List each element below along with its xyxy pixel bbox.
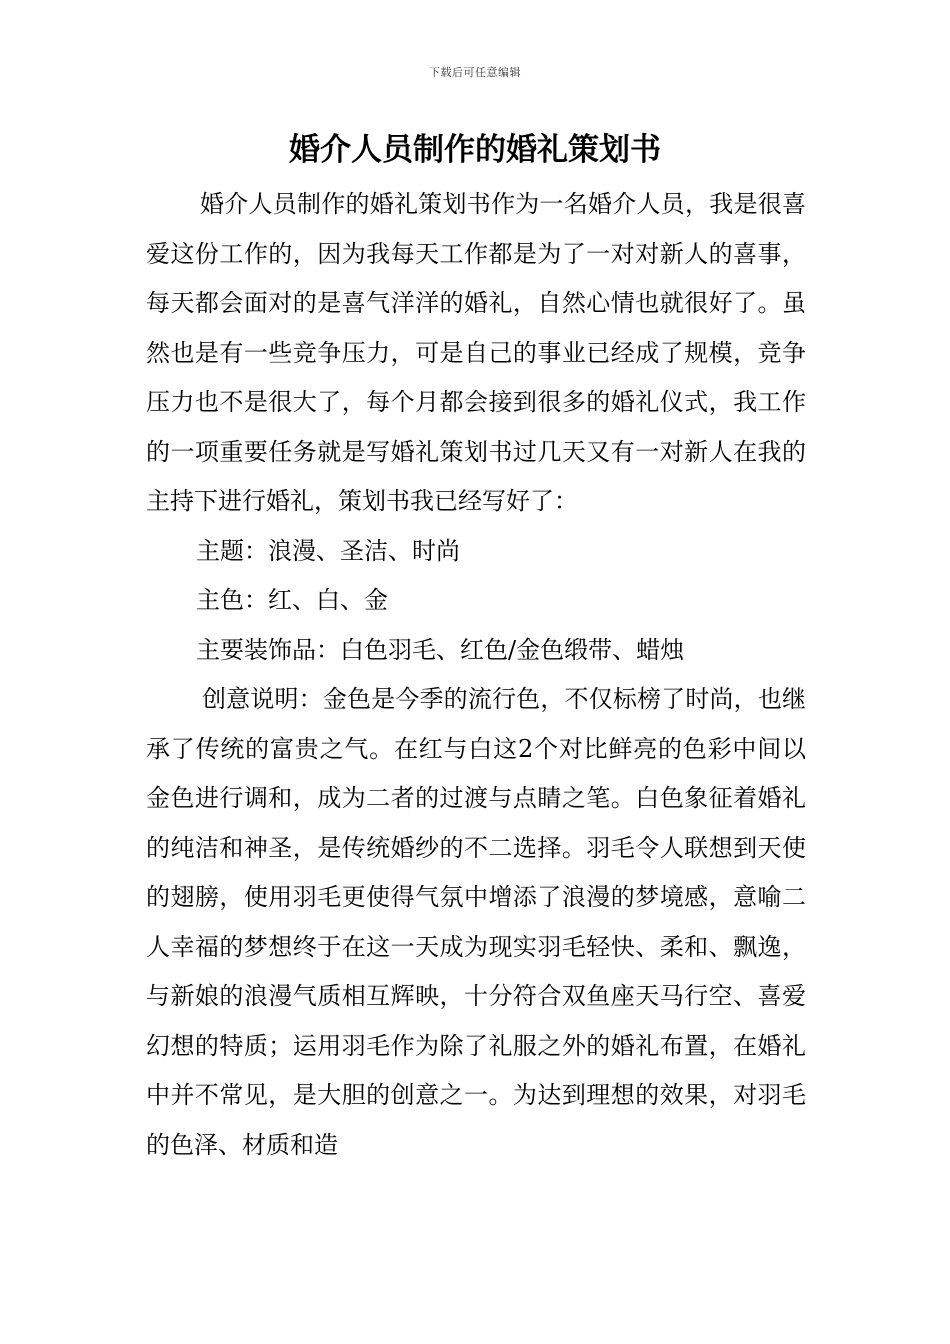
paragraph-decorations: 主要装饰品：白色羽毛、红色/金色缎带、蜡烛	[196, 635, 685, 664]
paragraph-main-color: 主色：红、白、金	[196, 586, 388, 614]
paragraph-creative: 创意说明：金色是今季的流行色，不仅标榜了时尚，也继承了传统的富贵之气。在红与白这2个对比鲜亮的色彩中间以金色进行调和，成为二者的过渡与点睛之笔。白色象征着婚礼的纯洁和神圣，是传统婚纱的不二选择。羽毛令人联想到天使的翅膀，使用羽毛更使得气氛中增添了浪漫的梦境感，意喻二人幸福的梦想终于在这一天成为现实羽毛轻快、柔和、飘逸，与新娘的浪漫气质相互辉映，十分符合双鱼座天马行空、喜爱幻想的特质；运用羽毛作为除了礼服之外的婚礼布置，在婚礼中并不常见，是大胆的创意之一。为达到理想的效果，对羽毛的色泽、材质和造	[146, 685, 806, 1159]
paragraph-theme: 主题：浪漫、圣洁、时尚	[196, 536, 460, 565]
paragraph-intro: 婚介人员制作的婚礼策划书作为一名婚介人员，我是很喜爱这份工作的，因为我每天工作都是为了一对对新人的喜事，每天都会面对的是喜气洋洋的婚礼，自然心情也就很好了。虽然也是有一些竞争压力，可是自己的事业已经成了规模，竞争压力也不是很大了，每个月都会接到很多的婚礼仪式，我工作的一项重要任务就是写婚礼策划书过几天又有一对新人在我的主持下进行婚礼，策划书我已经写好了：	[146, 190, 806, 515]
header-note: 下载后可任意编辑	[429, 66, 521, 79]
document-title: 婚介人员制作的婚礼策划书	[289, 132, 661, 168]
document-body	[146, 180, 806, 1170]
